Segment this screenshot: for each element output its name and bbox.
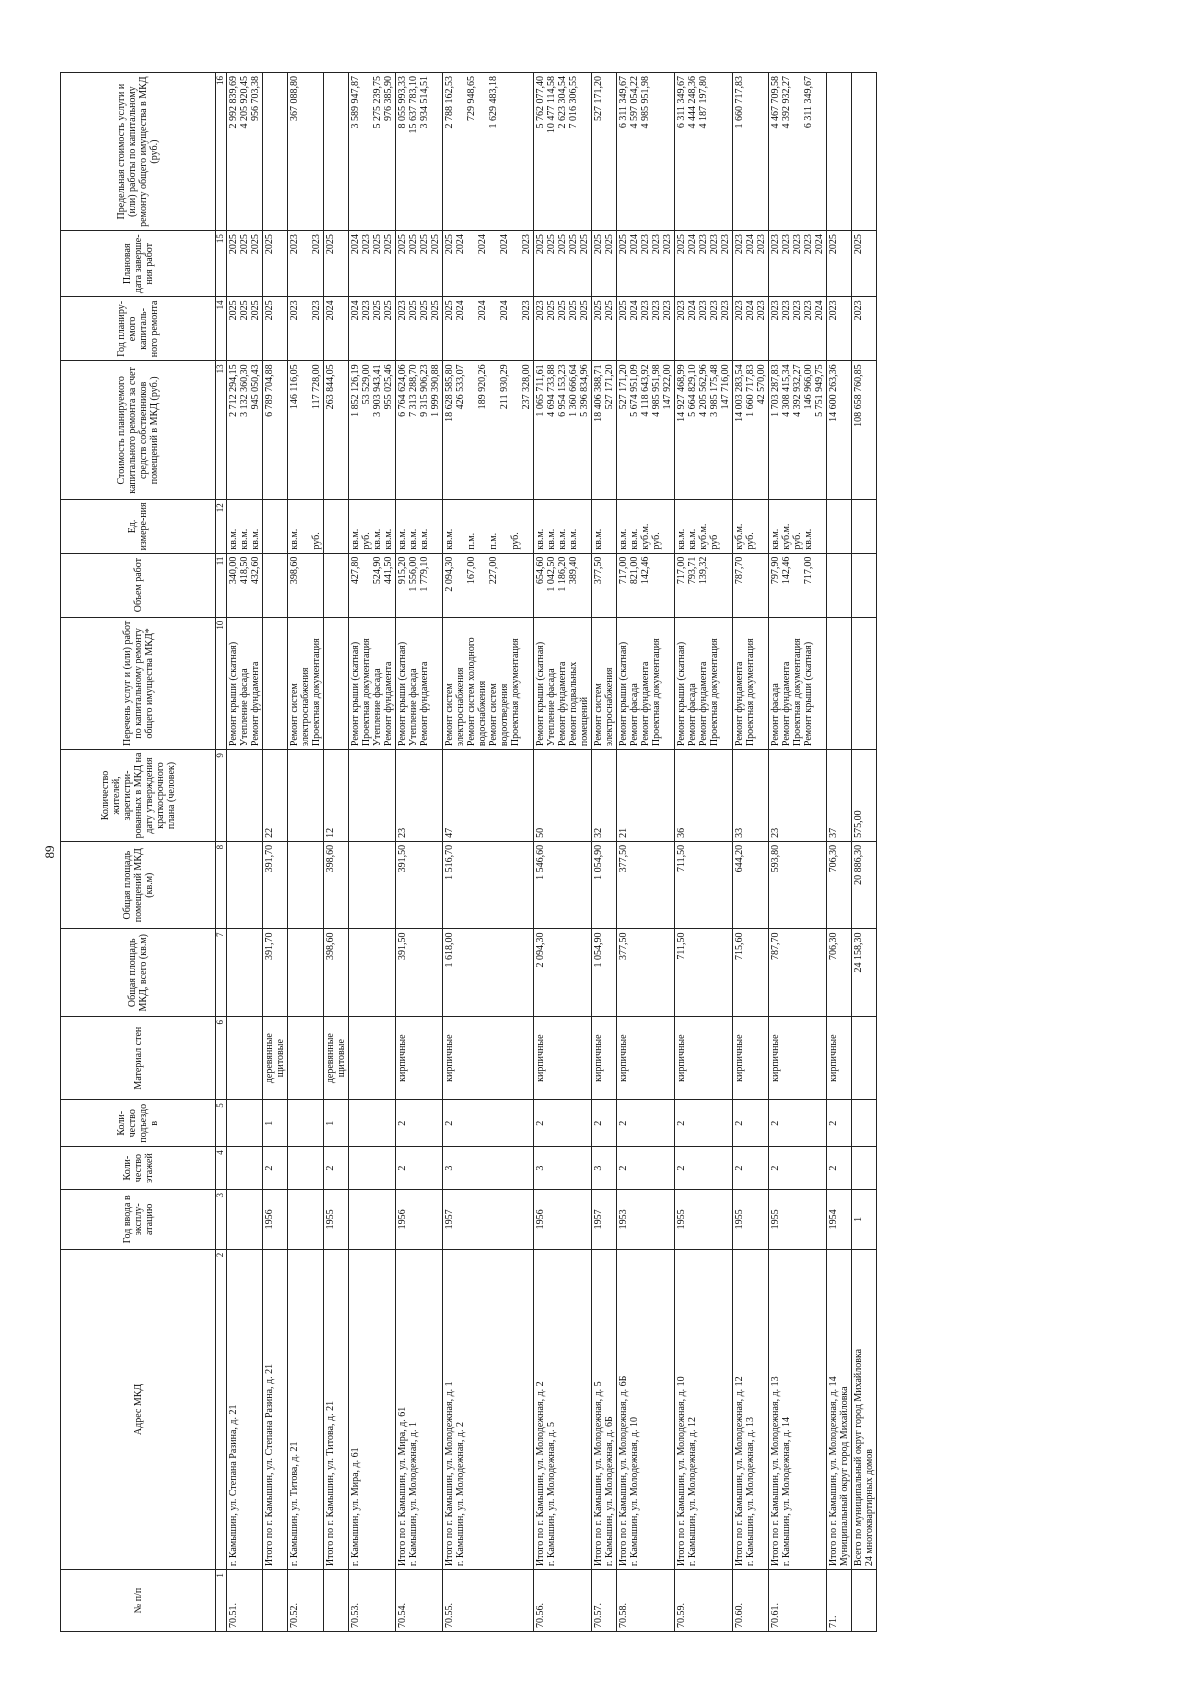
limit-cost-cell: 6 311 349,67 4 444 248,36 4 187 197,80 bbox=[674, 73, 732, 231]
premises-area-cell bbox=[348, 841, 395, 929]
column-header: Предельная стоимость услуги и (или) работы по капитальному ремонту общего имущества в МКД (руб.) bbox=[61, 73, 216, 231]
total-area-cell: 377,50 bbox=[616, 929, 674, 1017]
residents-cell: 23 bbox=[395, 750, 442, 842]
volume-cell bbox=[323, 553, 348, 617]
residents-cell bbox=[348, 750, 395, 842]
year-cell: 1957 bbox=[442, 1189, 533, 1249]
column-number: 5 bbox=[216, 1100, 227, 1147]
premises-area-cell: 377,50 bbox=[616, 841, 674, 929]
unit-cell bbox=[323, 500, 348, 553]
column-header: Ед. измере-ния bbox=[61, 500, 216, 553]
year-cell: 1955 bbox=[674, 1189, 732, 1249]
cost-cell: 14 927 468,99 5 664 829,10 4 205 562,96 3 985 175,48 147 716,00 bbox=[674, 361, 732, 500]
entrances-cell: 2 bbox=[395, 1100, 442, 1147]
limit-cost-cell bbox=[826, 73, 851, 231]
end-date-cell: 2025 2024 2024 2024 2023 bbox=[442, 231, 533, 297]
table-row bbox=[591, 73, 616, 1632]
entrances-cell: 1 bbox=[323, 1100, 348, 1147]
works-list-cell: Ремонт систем электроснабжения Ремонт систем холодного водоснабжения Ремонт систем водоотведения Проектная документация bbox=[442, 617, 533, 749]
entrances-cell: 2 bbox=[826, 1100, 851, 1147]
table-row bbox=[395, 73, 442, 1632]
entrances-cell bbox=[851, 1100, 876, 1147]
wall-material-cell: кирпичные bbox=[442, 1017, 533, 1100]
table-row bbox=[851, 73, 876, 1632]
page-number: 89 bbox=[42, 845, 57, 859]
address-cell: Итого по г. Камышин, ул. Молодежная, д. 1 г. Камышин, ул. Молодежная, д. 2 bbox=[442, 1249, 533, 1569]
works-list-cell: Ремонт крыши (скатная) Проектная документация Утепление фасада Ремонт фундамента bbox=[348, 617, 395, 749]
unit-cell: куб.м. руб. bbox=[732, 500, 768, 553]
total-area-cell: 391,70 bbox=[262, 929, 287, 1017]
wall-material-cell: кирпичные bbox=[732, 1017, 768, 1100]
volume-cell: 398,60 bbox=[287, 553, 323, 617]
wall-material-cell bbox=[226, 1017, 262, 1100]
floors-cell: 2 bbox=[616, 1147, 674, 1190]
end-date-cell: 2025 2025 2025 2025 bbox=[395, 231, 442, 297]
table-row bbox=[732, 73, 768, 1632]
residents-cell: 23 bbox=[768, 750, 826, 842]
works-list-cell bbox=[851, 617, 876, 749]
column-number: 6 bbox=[216, 1017, 227, 1100]
row-number: 70.57. bbox=[591, 1570, 616, 1632]
total-area-cell bbox=[348, 929, 395, 1017]
row-number: 70.59. bbox=[674, 1570, 732, 1632]
floors-cell bbox=[287, 1147, 323, 1190]
cost-cell: 18 628 585,80 426 533,07 189 920,26 211 930,29 237 328,00 bbox=[442, 361, 533, 500]
column-number: 9 bbox=[216, 750, 227, 842]
column-number: 11 bbox=[216, 553, 227, 617]
column-header: Общая площадь МКД, всего (кв.м) bbox=[61, 929, 216, 1017]
plan-year-cell: 2025 2025 2025 bbox=[226, 297, 262, 361]
volume-cell bbox=[826, 553, 851, 617]
floors-cell: 2 bbox=[732, 1147, 768, 1190]
cost-cell: 1 852 126,19 53 529,00 3 903 943,41 955 025,46 bbox=[348, 361, 395, 500]
total-area-cell: 715,60 bbox=[732, 929, 768, 1017]
entrances-cell: 1 bbox=[262, 1100, 287, 1147]
volume-cell: 915,20 1 556,00 1 779,10 bbox=[395, 553, 442, 617]
end-date-cell: 2025 bbox=[826, 231, 851, 297]
address-cell: г. Камышин, ул. Мира, д. 61 bbox=[348, 1249, 395, 1569]
premises-area-cell: 711,50 bbox=[674, 841, 732, 929]
table-row bbox=[616, 73, 674, 1632]
limit-cost-cell: 527 171,20 bbox=[591, 73, 616, 231]
end-date-cell: 2025 2025 2025 2025 2025 bbox=[533, 231, 591, 297]
year-cell: 1956 bbox=[262, 1189, 287, 1249]
end-date-cell: 2023 2023 bbox=[287, 231, 323, 297]
entrances-cell: 2 bbox=[591, 1100, 616, 1147]
total-area-cell: 24 158,30 bbox=[851, 929, 876, 1017]
premises-area-cell: 20 886,30 bbox=[851, 841, 876, 929]
row-number bbox=[851, 1570, 876, 1632]
plan-year-cell: 2024 bbox=[323, 297, 348, 361]
residents-cell: 22 bbox=[262, 750, 287, 842]
row-number: 70.53. bbox=[348, 1570, 395, 1632]
cost-cell: 527 171,20 5 674 951,09 4 118 643,92 4 985 951,98 147 922,00 bbox=[616, 361, 674, 500]
year-cell bbox=[348, 1189, 395, 1249]
wall-material-cell bbox=[348, 1017, 395, 1100]
residents-cell: 37 bbox=[826, 750, 851, 842]
unit-cell: кв.м. кв.м. кв.м. bbox=[226, 500, 262, 553]
end-date-cell: 2025 2024 2023 2023 2023 bbox=[616, 231, 674, 297]
premises-area-cell: 1 054,90 bbox=[591, 841, 616, 929]
column-header: Количество жителей, зарегистри-рованных в МКД на дату утверждения краткосрочного плана (человек) bbox=[61, 750, 216, 842]
column-header: Год ввода в эксплу-атацию bbox=[61, 1189, 216, 1249]
floors-cell bbox=[348, 1147, 395, 1190]
repair-plan-table bbox=[60, 72, 877, 1632]
column-header: Объем работ bbox=[61, 553, 216, 617]
row-number bbox=[262, 1570, 287, 1632]
volume-cell bbox=[262, 553, 287, 617]
premises-area-cell: 706,30 bbox=[826, 841, 851, 929]
floors-cell: 3 bbox=[442, 1147, 533, 1190]
table-row bbox=[226, 73, 262, 1632]
entrances-cell bbox=[348, 1100, 395, 1147]
column-header: Год планиру-емого капиталь-ного ремонта bbox=[61, 297, 216, 361]
total-area-cell bbox=[287, 929, 323, 1017]
wall-material-cell: деревянные щитовые bbox=[323, 1017, 348, 1100]
works-list-cell: Ремонт фундамента Проектная документация bbox=[732, 617, 768, 749]
volume-cell: 654,60 1 042,50 1 186,20 389,40 bbox=[533, 553, 591, 617]
table-row bbox=[768, 73, 826, 1632]
plan-year-cell: 2023 2023 bbox=[287, 297, 323, 361]
premises-area-cell: 1 516,70 bbox=[442, 841, 533, 929]
limit-cost-cell: 367 088,80 bbox=[287, 73, 323, 231]
table-row bbox=[287, 73, 323, 1632]
entrances-cell bbox=[287, 1100, 323, 1147]
floors-cell: 2 bbox=[395, 1147, 442, 1190]
year-cell: 1955 bbox=[323, 1189, 348, 1249]
column-number: 4 bbox=[216, 1147, 227, 1190]
total-area-cell bbox=[226, 929, 262, 1017]
wall-material-cell: кирпичные bbox=[533, 1017, 591, 1100]
end-date-cell: 2024 2023 2025 2025 bbox=[348, 231, 395, 297]
total-area-cell: 391,50 bbox=[395, 929, 442, 1017]
floors-cell: 2 bbox=[674, 1147, 732, 1190]
end-date-cell: 2025 bbox=[323, 231, 348, 297]
plan-year-cell: 2023 bbox=[851, 297, 876, 361]
floors-cell bbox=[851, 1147, 876, 1190]
plan-year-cell: 2023 2024 2023 2023 2023 bbox=[674, 297, 732, 361]
row-number: 70.58. bbox=[616, 1570, 674, 1632]
address-cell: Итого по г. Камышин, ул. Молодежная, д. 6Б г. Камышин, ул. Молодежная, д. 10 bbox=[616, 1249, 674, 1569]
unit-cell: кв.м. п.м. п.м. руб. bbox=[442, 500, 533, 553]
wall-material-cell bbox=[287, 1017, 323, 1100]
limit-cost-cell: 8 055 993,33 15 637 783,10 3 934 514,51 bbox=[395, 73, 442, 231]
address-cell: Итого по г. Камышин, ул. Молодежная, д. 5 г. Камышин, ул. Молодежная, д. 6Б bbox=[591, 1249, 616, 1569]
end-date-cell: 2025 bbox=[262, 231, 287, 297]
plan-year-cell: 2025 bbox=[262, 297, 287, 361]
column-header: Общая площадь помещений МКД (кв.м) bbox=[61, 841, 216, 929]
end-date-cell: 2023 2023 2023 2023 2024 bbox=[768, 231, 826, 297]
total-area-cell: 711,50 bbox=[674, 929, 732, 1017]
row-number: 70.54. bbox=[395, 1570, 442, 1632]
plan-year-cell: 2023 2025 2025 2025 2025 bbox=[533, 297, 591, 361]
plan-year-cell: 2023 2023 2023 2023 2024 bbox=[768, 297, 826, 361]
column-number: 14 bbox=[216, 297, 227, 361]
column-header: Коли-чество этажей bbox=[61, 1147, 216, 1190]
unit-cell: кв.м. руб. кв.м. кв.м. bbox=[348, 500, 395, 553]
cost-cell: 108 658 760,85 bbox=[851, 361, 876, 500]
unit-cell: кв.м. кв.м. кв.м. bbox=[395, 500, 442, 553]
column-number: 8 bbox=[216, 841, 227, 929]
residents-cell: 12 bbox=[323, 750, 348, 842]
wall-material-cell: кирпичные bbox=[591, 1017, 616, 1100]
cost-cell: 1 703 287,83 4 308 415,34 4 392 932,27 146 966,00 5 751 949,75 bbox=[768, 361, 826, 500]
volume-cell: 787,70 bbox=[732, 553, 768, 617]
column-number: 15 bbox=[216, 231, 227, 297]
row-number: 70.60. bbox=[732, 1570, 768, 1632]
column-number: 13 bbox=[216, 361, 227, 500]
unit-cell bbox=[851, 500, 876, 553]
premises-area-cell: 398,60 bbox=[323, 841, 348, 929]
works-list-cell: Ремонт систем электроснабжения Проектная документация bbox=[287, 617, 323, 749]
limit-cost-cell bbox=[262, 73, 287, 231]
cost-cell: 18 406 388,71 527 171,20 bbox=[591, 361, 616, 500]
table-row bbox=[323, 73, 348, 1632]
limit-cost-cell: 3 589 947,87 5 275 239,75 976 385,90 bbox=[348, 73, 395, 231]
works-list-cell: Ремонт крыши (скатная) Утепление фасада Ремонт фундамента bbox=[395, 617, 442, 749]
cost-cell: 14 600 263,36 bbox=[826, 361, 851, 500]
table-row bbox=[826, 73, 851, 1632]
works-list-cell: Ремонт крыши (скатная) Ремонт фасада Ремонт фундамента Проектная документация bbox=[616, 617, 674, 749]
premises-area-cell: 593,80 bbox=[768, 841, 826, 929]
cost-cell: 14 003 283,54 1 660 717,83 42 570,00 bbox=[732, 361, 768, 500]
floors-cell: 3 bbox=[591, 1147, 616, 1190]
unit-cell bbox=[262, 500, 287, 553]
column-number: 2 bbox=[216, 1249, 227, 1569]
volume-cell: 340,00 418,50 432,60 bbox=[226, 553, 262, 617]
premises-area-cell: 644,20 bbox=[732, 841, 768, 929]
volume-cell bbox=[851, 553, 876, 617]
entrances-cell: 2 bbox=[442, 1100, 533, 1147]
row-number: 71. bbox=[826, 1570, 851, 1632]
premises-area-cell: 1 546,60 bbox=[533, 841, 591, 929]
residents-cell: 32 bbox=[591, 750, 616, 842]
end-date-cell: 2023 2024 2023 bbox=[732, 231, 768, 297]
column-number: 16 bbox=[216, 73, 227, 231]
table-row bbox=[674, 73, 732, 1632]
column-header: № п/п bbox=[61, 1570, 216, 1632]
limit-cost-cell: 6 311 349,67 4 597 054,22 4 985 951,98 bbox=[616, 73, 674, 231]
floors-cell: 2 bbox=[262, 1147, 287, 1190]
plan-year-cell: 2023 2025 2025 2025 bbox=[395, 297, 442, 361]
row-number bbox=[323, 1570, 348, 1632]
address-cell: г. Камышин, ул. Степана Разина, д. 21 bbox=[226, 1249, 262, 1569]
residents-cell: 575,00 bbox=[851, 750, 876, 842]
volume-cell: 717,00 793,71 139,32 bbox=[674, 553, 732, 617]
limit-cost-cell: 5 762 077,40 10 477 114,58 2 623 304,54 7 016 306,55 bbox=[533, 73, 591, 231]
premises-area-cell bbox=[226, 841, 262, 929]
entrances-cell bbox=[226, 1100, 262, 1147]
year-cell: 1956 bbox=[395, 1189, 442, 1249]
address-cell: Итого по г. Камышин, ул. Молодежная, д. 14 Муниципальный округ город Михайловка bbox=[826, 1249, 851, 1569]
plan-year-cell: 2024 2023 2025 2025 bbox=[348, 297, 395, 361]
works-list-cell: Ремонт систем электроснабжения bbox=[591, 617, 616, 749]
row-number: 70.56. bbox=[533, 1570, 591, 1632]
address-cell: г. Камышин, ул. Титова, д. 21 bbox=[287, 1249, 323, 1569]
wall-material-cell bbox=[851, 1017, 876, 1100]
works-list-cell: Ремонт крыши (скатная) Утепление фасада Ремонт фундамента bbox=[226, 617, 262, 749]
table-row bbox=[533, 73, 591, 1632]
year-cell: 1953 bbox=[616, 1189, 674, 1249]
residents-cell bbox=[226, 750, 262, 842]
total-area-cell: 706,30 bbox=[826, 929, 851, 1017]
column-header: Плановая дата заверше-ния работ bbox=[61, 231, 216, 297]
cost-cell: 263 844,05 bbox=[323, 361, 348, 500]
unit-cell: кв.м. руб. bbox=[287, 500, 323, 553]
year-cell: 1956 bbox=[533, 1189, 591, 1249]
wall-material-cell: кирпичные bbox=[826, 1017, 851, 1100]
wall-material-cell: кирпичные bbox=[674, 1017, 732, 1100]
works-list-cell: Ремонт крыши (скатная) Ремонт фасада Ремонт фундамента Проектная документация bbox=[674, 617, 732, 749]
residents-cell: 36 bbox=[674, 750, 732, 842]
column-header: Адрес МКД bbox=[61, 1249, 216, 1569]
unit-cell: кв.м. кв.м. куб.м. руб. bbox=[616, 500, 674, 553]
limit-cost-cell: 2 992 839,69 4 205 920,45 956 703,38 bbox=[226, 73, 262, 231]
plan-year-cell: 2023 2024 2023 bbox=[732, 297, 768, 361]
cost-cell: 6 789 704,88 bbox=[262, 361, 287, 500]
entrances-cell: 2 bbox=[768, 1100, 826, 1147]
wall-material-cell: кирпичные bbox=[395, 1017, 442, 1100]
total-area-cell: 398,60 bbox=[323, 929, 348, 1017]
cost-cell: 6 764 624,06 7 313 288,70 9 315 906,23 1 999 390,88 bbox=[395, 361, 442, 500]
entrances-cell: 2 bbox=[674, 1100, 732, 1147]
table-row bbox=[442, 73, 533, 1632]
table-body bbox=[226, 73, 876, 1632]
unit-cell: кв.м. кв.м. кв.м. кв.м. bbox=[533, 500, 591, 553]
row-number: 70.55. bbox=[442, 1570, 533, 1632]
total-area-cell: 787,70 bbox=[768, 929, 826, 1017]
header-row bbox=[61, 73, 216, 1632]
address-cell: Итого по г. Камышин, ул. Молодежная, д. 10 г. Камышин, ул. Молодежная, д. 12 bbox=[674, 1249, 732, 1569]
total-area-cell: 1 618,00 bbox=[442, 929, 533, 1017]
limit-cost-cell bbox=[851, 73, 876, 231]
address-cell: Итого по г. Камышин, ул. Титова, д. 21 bbox=[323, 1249, 348, 1569]
entrances-cell: 2 bbox=[732, 1100, 768, 1147]
table-row bbox=[348, 73, 395, 1632]
column-number: 12 bbox=[216, 500, 227, 553]
residents-cell: 50 bbox=[533, 750, 591, 842]
column-number: 1 bbox=[216, 1570, 227, 1632]
limit-cost-cell: 2 788 162,53 729 948,65 1 629 483,18 bbox=[442, 73, 533, 231]
residents-cell: 33 bbox=[732, 750, 768, 842]
unit-cell: кв.м. bbox=[591, 500, 616, 553]
end-date-cell: 2025 2025 bbox=[591, 231, 616, 297]
year-cell: 1955 bbox=[732, 1189, 768, 1249]
year-cell: 1957 bbox=[591, 1189, 616, 1249]
premises-area-cell: 391,70 bbox=[262, 841, 287, 929]
plan-year-cell: 2025 2024 2023 2023 2023 bbox=[616, 297, 674, 361]
total-area-cell: 1 054,90 bbox=[591, 929, 616, 1017]
year-cell: 1955 bbox=[768, 1189, 826, 1249]
year-cell bbox=[287, 1189, 323, 1249]
limit-cost-cell bbox=[323, 73, 348, 231]
column-number: 7 bbox=[216, 929, 227, 1017]
address-cell: Итого по г. Камышин, ул. Молодежная, д. 13 г. Камышин, ул. Молодежная, д. 14 bbox=[768, 1249, 826, 1569]
premises-area-cell bbox=[287, 841, 323, 929]
limit-cost-cell: 4 467 709,58 4 392 932,27 6 311 349,67 bbox=[768, 73, 826, 231]
unit-cell bbox=[826, 500, 851, 553]
residents-cell bbox=[287, 750, 323, 842]
year-cell bbox=[226, 1189, 262, 1249]
residents-cell: 21 bbox=[616, 750, 674, 842]
premises-area-cell: 391,50 bbox=[395, 841, 442, 929]
cost-cell: 146 116,05 117 728,00 bbox=[287, 361, 323, 500]
works-list-cell: Ремонт фасада Ремонт фундамента Проектная документация Ремонт крыши (скатная) bbox=[768, 617, 826, 749]
floors-cell: 2 bbox=[768, 1147, 826, 1190]
address-cell: Всего по муниципальный округ город Михайловка 24 многоквартирных домов bbox=[851, 1249, 876, 1569]
column-number-row bbox=[216, 73, 227, 1632]
year-cell: 1 bbox=[851, 1189, 876, 1249]
floors-cell: 3 bbox=[533, 1147, 591, 1190]
unit-cell: кв.м. куб.м. руб. кв.м. bbox=[768, 500, 826, 553]
unit-cell: кв.м. кв.м. куб.м. руб bbox=[674, 500, 732, 553]
volume-cell: 2 094,30 167,00 227,00 bbox=[442, 553, 533, 617]
wall-material-cell: кирпичные bbox=[768, 1017, 826, 1100]
wall-material-cell: деревянные щитовые bbox=[262, 1017, 287, 1100]
plan-year-cell: 2023 bbox=[826, 297, 851, 361]
works-list-cell: Ремонт крыши (скатная) Утепление фасада Ремонт фундамента Ремонт подвальных помещений bbox=[533, 617, 591, 749]
entrances-cell: 2 bbox=[533, 1100, 591, 1147]
column-header: Перечень услуг и (или) работ по капитальному ремонту общего имущества МКД* bbox=[61, 617, 216, 749]
column-header: Коли-чество подъездо в bbox=[61, 1100, 216, 1147]
wall-material-cell: кирпичные bbox=[616, 1017, 674, 1100]
table-row bbox=[262, 73, 287, 1632]
end-date-cell: 2025 bbox=[851, 231, 876, 297]
column-number: 3 bbox=[216, 1189, 227, 1249]
address-cell: Итого по г. Камышин, ул. Мира, д. 61 г. Камышин, ул. Молодежная, д. 1 bbox=[395, 1249, 442, 1569]
cost-cell: 2 712 294,15 3 132 360,30 945 050,43 bbox=[226, 361, 262, 500]
total-area-cell: 2 094,30 bbox=[533, 929, 591, 1017]
rotated-page bbox=[40, 72, 1180, 1632]
entrances-cell: 2 bbox=[616, 1100, 674, 1147]
volume-cell: 377,50 bbox=[591, 553, 616, 617]
address-cell: Итого по г. Камышин, ул. Молодежная, д. 2 г. Камышин, ул. Молодежная, д. 5 bbox=[533, 1249, 591, 1569]
residents-cell: 47 bbox=[442, 750, 533, 842]
row-number: 70.52. bbox=[287, 1570, 323, 1632]
works-list-cell bbox=[323, 617, 348, 749]
column-header: Стоимость планируемого капитального ремонта за счет средств собственников помещений в МКД (руб.) bbox=[61, 361, 216, 500]
address-cell: Итого по г. Камышин, ул. Степана Разина, д. 21 bbox=[262, 1249, 287, 1569]
limit-cost-cell: 1 660 717,83 bbox=[732, 73, 768, 231]
cost-cell: 1 065 711,61 4 694 733,88 6 954 153,23 1 360 666,64 5 396 834,96 bbox=[533, 361, 591, 500]
row-number: 70.61. bbox=[768, 1570, 826, 1632]
column-header: Материал стен bbox=[61, 1017, 216, 1100]
end-date-cell: 2025 2024 2023 2023 2023 bbox=[674, 231, 732, 297]
plan-year-cell: 2025 2024 2024 2024 2023 bbox=[442, 297, 533, 361]
floors-cell: 2 bbox=[826, 1147, 851, 1190]
end-date-cell: 2025 2025 2025 bbox=[226, 231, 262, 297]
plan-year-cell: 2025 2025 bbox=[591, 297, 616, 361]
volume-cell: 797,90 142,46 717,00 bbox=[768, 553, 826, 617]
works-list-cell bbox=[826, 617, 851, 749]
row-number: 70.51. bbox=[226, 1570, 262, 1632]
volume-cell: 427,80 524,90 441,50 bbox=[348, 553, 395, 617]
volume-cell: 717,00 821,00 142,46 bbox=[616, 553, 674, 617]
address-cell: Итого по г. Камышин, ул. Молодежная, д. 12 г. Камышин, ул. Молодежная, д. 13 bbox=[732, 1249, 768, 1569]
floors-cell: 2 bbox=[323, 1147, 348, 1190]
floors-cell bbox=[226, 1147, 262, 1190]
year-cell: 1954 bbox=[826, 1189, 851, 1249]
column-number: 10 bbox=[216, 617, 227, 749]
works-list-cell bbox=[262, 617, 287, 749]
